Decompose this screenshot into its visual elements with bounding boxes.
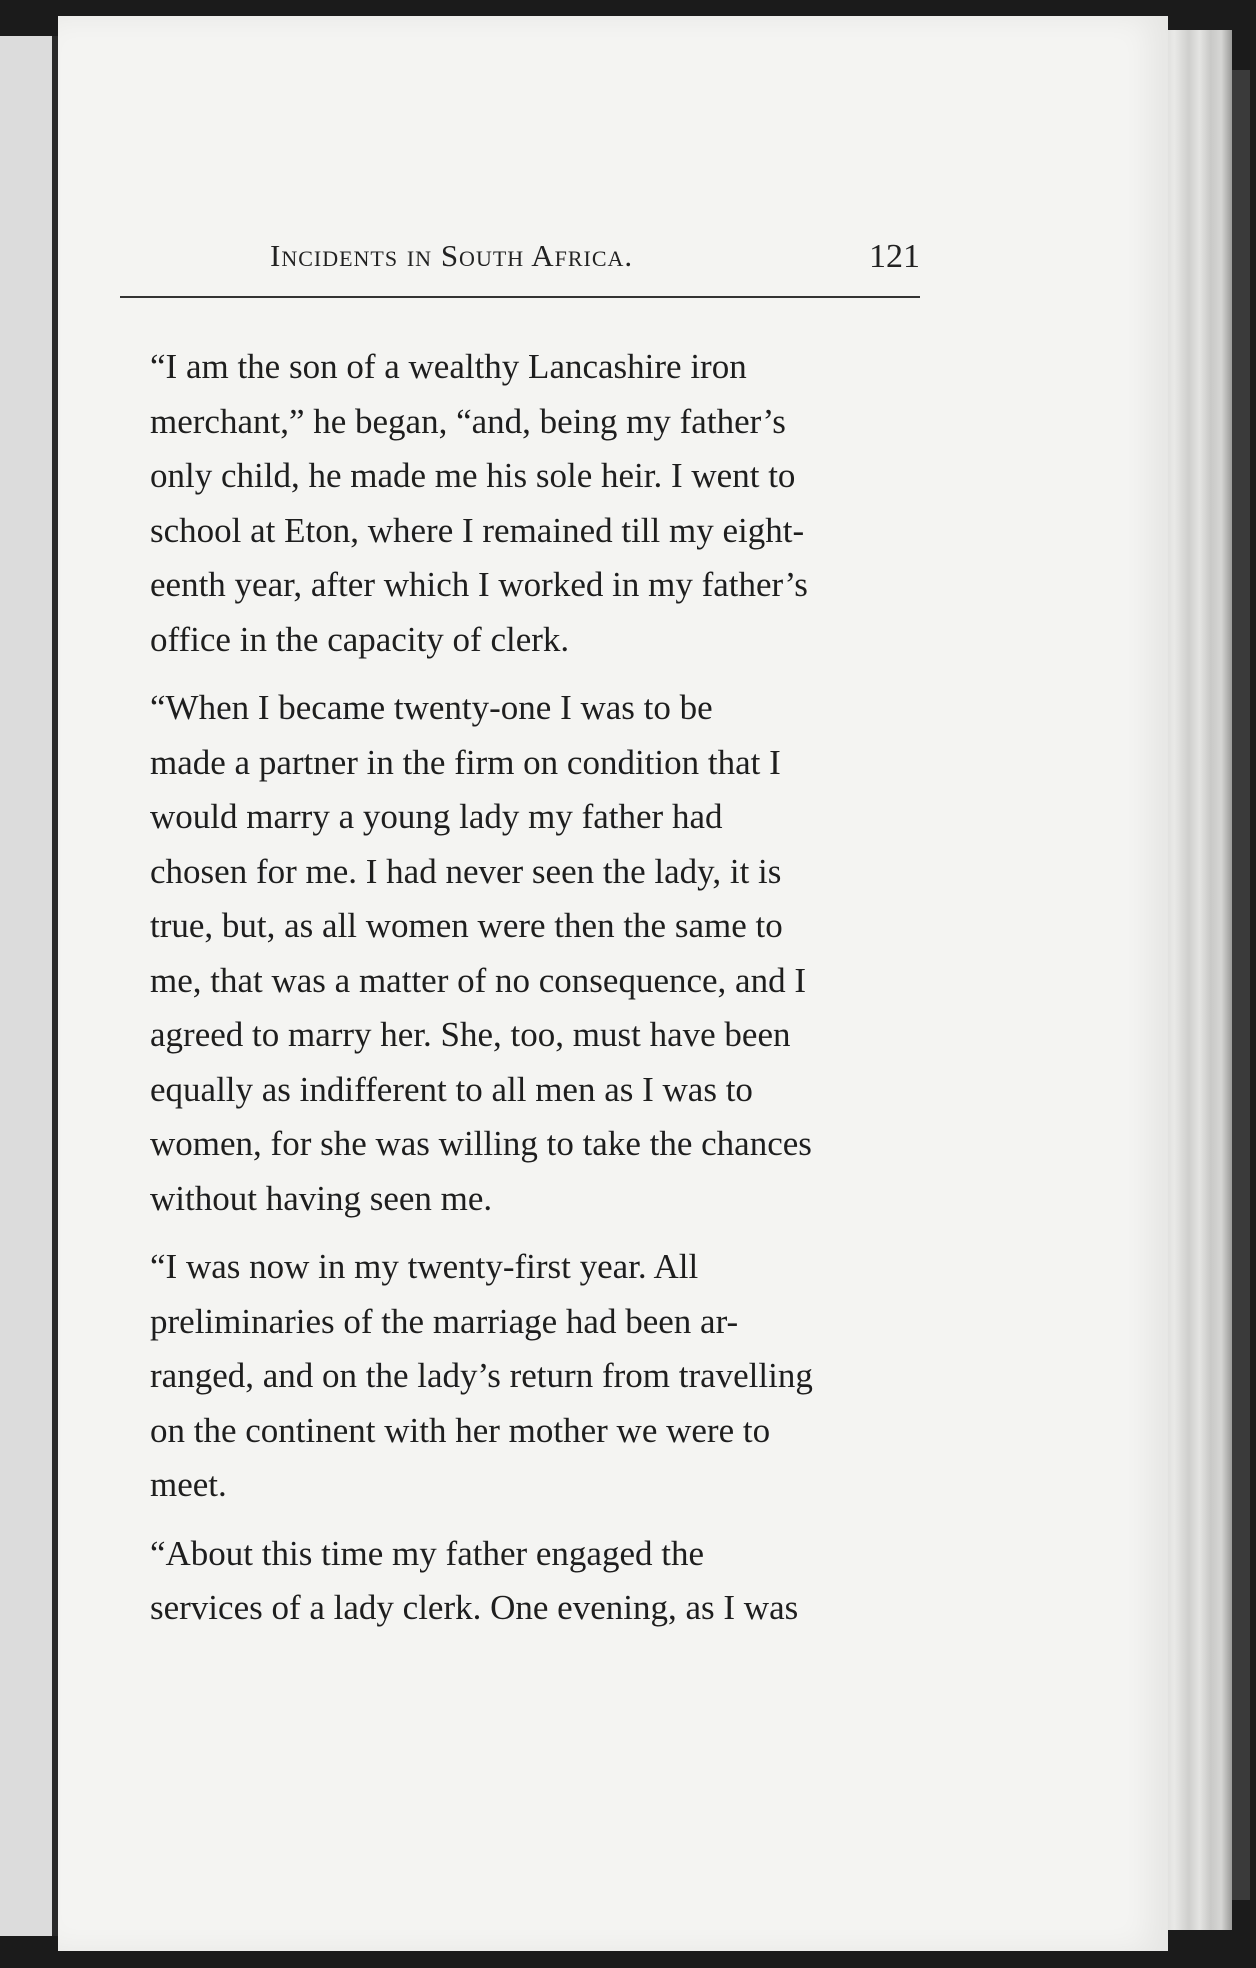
text-line: only child, he made me his sole heir. I went to xyxy=(150,456,796,495)
facing-page-edge xyxy=(0,36,58,1936)
text-line: office in the capacity of clerk. xyxy=(150,619,570,659)
paragraph xyxy=(102,1527,922,1636)
text-line: chosen for me. I had never seen the lady, it is xyxy=(150,851,782,891)
text-line: “About this time my father engaged the xyxy=(150,1533,705,1573)
text-line: made a partner in the firm on condition that I xyxy=(150,742,781,782)
page-number: 121 xyxy=(869,238,920,275)
text-line: services of a lady clerk. One evening, as I was xyxy=(150,1588,799,1627)
paragraph xyxy=(102,1240,922,1513)
text-line: equally as indifferent to all men as I was to xyxy=(150,1069,753,1109)
text-line: merchant,” he began, “and, being my father’s xyxy=(150,401,786,441)
text-line: me, that was a matter of no consequence, and I xyxy=(150,960,806,1000)
text-line: ranged, and on the lady’s return from travelling xyxy=(150,1356,813,1395)
text-line: preliminaries of the marriage had been ar- xyxy=(150,1301,739,1341)
paragraph xyxy=(102,340,922,667)
text-line: school at Eton, where I remained till my eight- xyxy=(150,510,805,550)
paragraph xyxy=(102,681,922,1226)
page-stack-edges xyxy=(1160,30,1232,1930)
header-rule xyxy=(120,296,920,298)
text-line: eenth year, after which I worked in my father’s xyxy=(150,565,808,604)
page-header xyxy=(120,238,920,288)
text-line: true, but, as all women were then the same to xyxy=(150,906,783,945)
text-line: meet. xyxy=(150,1465,227,1504)
text-line: on the continent with her mother we were to xyxy=(150,1410,771,1450)
text-line: women, for she was willing to take the chances xyxy=(150,1124,812,1163)
body-text xyxy=(102,340,922,1650)
text-line: would marry a young lady my father had xyxy=(150,797,723,836)
running-head: Incidents in South Africa. xyxy=(270,238,634,273)
text-line: without having seen me. xyxy=(150,1178,493,1218)
text-line: “I was now in my twenty-first year. All xyxy=(150,1247,699,1286)
text-line: agreed to marry her. She, too, must have been xyxy=(150,1015,791,1054)
text-line: “I am the son of a wealthy Lancashire iron xyxy=(150,347,747,386)
text-line: “When I became twenty-one I was to be xyxy=(150,688,713,727)
